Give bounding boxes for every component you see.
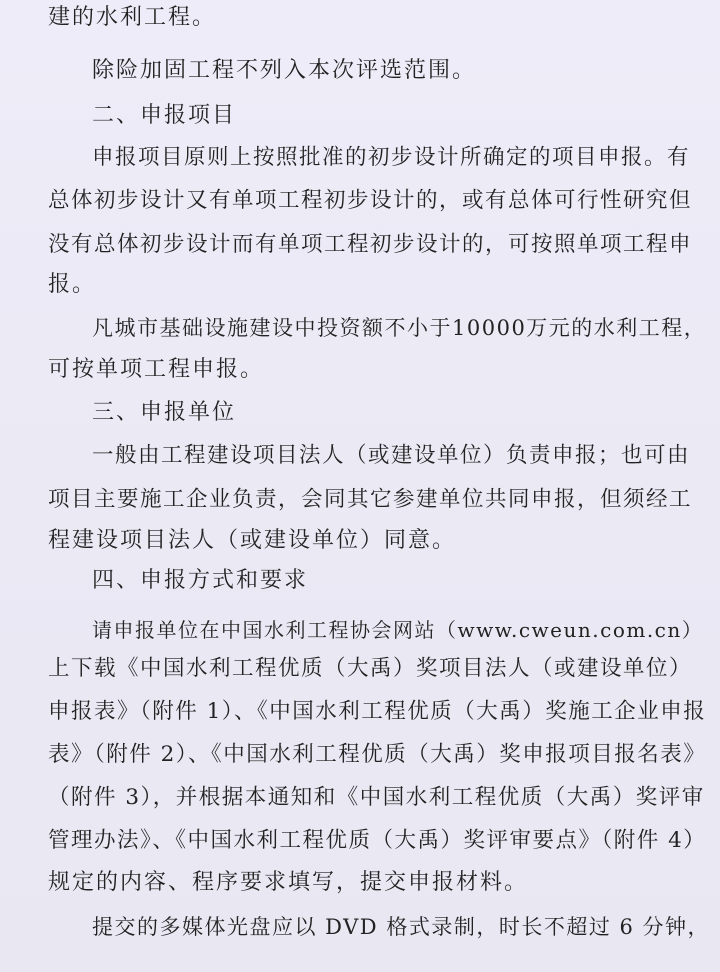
text-line: 除险加固工程不列入本次评选范围。 [92,58,477,83]
text-line: 报。 [48,272,97,297]
text-line: 申报表》（附件 1）、《中国水利工程优质（大禹）奖施工企业申报 [48,699,707,724]
text-line: 建的水利工程。 [48,5,217,30]
section-heading: 二、申报项目 [92,103,237,128]
text-line: （附件 3），并根据本通知和《中国水利工程优质（大禹）奖评审 [48,785,705,810]
text-line: 管理办法》、《中国水利工程优质（大禹）奖评审要点》（附件 4） [48,828,707,853]
text-line: 请申报单位在中国水利工程协会网站（www.cweun.com.cn） [92,618,704,642]
text-line: 申报项目原则上按照批准的初步设计所确定的项目申报。有 [92,145,691,170]
text-line: 没有总体初步设计而有单项工程初步设计的，可按照单项工程申 [48,232,693,257]
section-heading: 四、申报方式和要求 [92,568,309,593]
text-line: 凡城市基础设施建设中投资额不小于10000万元的水利工程， [92,316,707,340]
text-line: 规定的内容、程序要求填写，提交申报材料。 [48,870,529,895]
text-line: 表》（附件 2）、《中国水利工程优质（大禹）奖申报项目报名表》 [48,742,707,767]
text-line: 上下载《中国水利工程优质（大禹）奖项目法人（或建设单位） [48,656,693,681]
text-line: 可按单项工程申报。 [48,357,265,382]
text-line: 提交的多媒体光盘应以 DVD 格式录制，时长不超过 6 分钟， [92,915,711,939]
section-heading: 三、申报单位 [92,400,237,425]
text-line: 总体初步设计又有单项工程初步设计的，或有总体可行性研究但 [48,188,693,213]
text-line: 项目主要施工企业负责，会同其它参建单位共同申报，但须经工 [48,487,693,512]
text-line: 一般由工程建设项目法人（或建设单位）负责申报；也可由 [92,443,691,468]
text-line: 程建设项目法人（或建设单位）同意。 [48,528,457,553]
